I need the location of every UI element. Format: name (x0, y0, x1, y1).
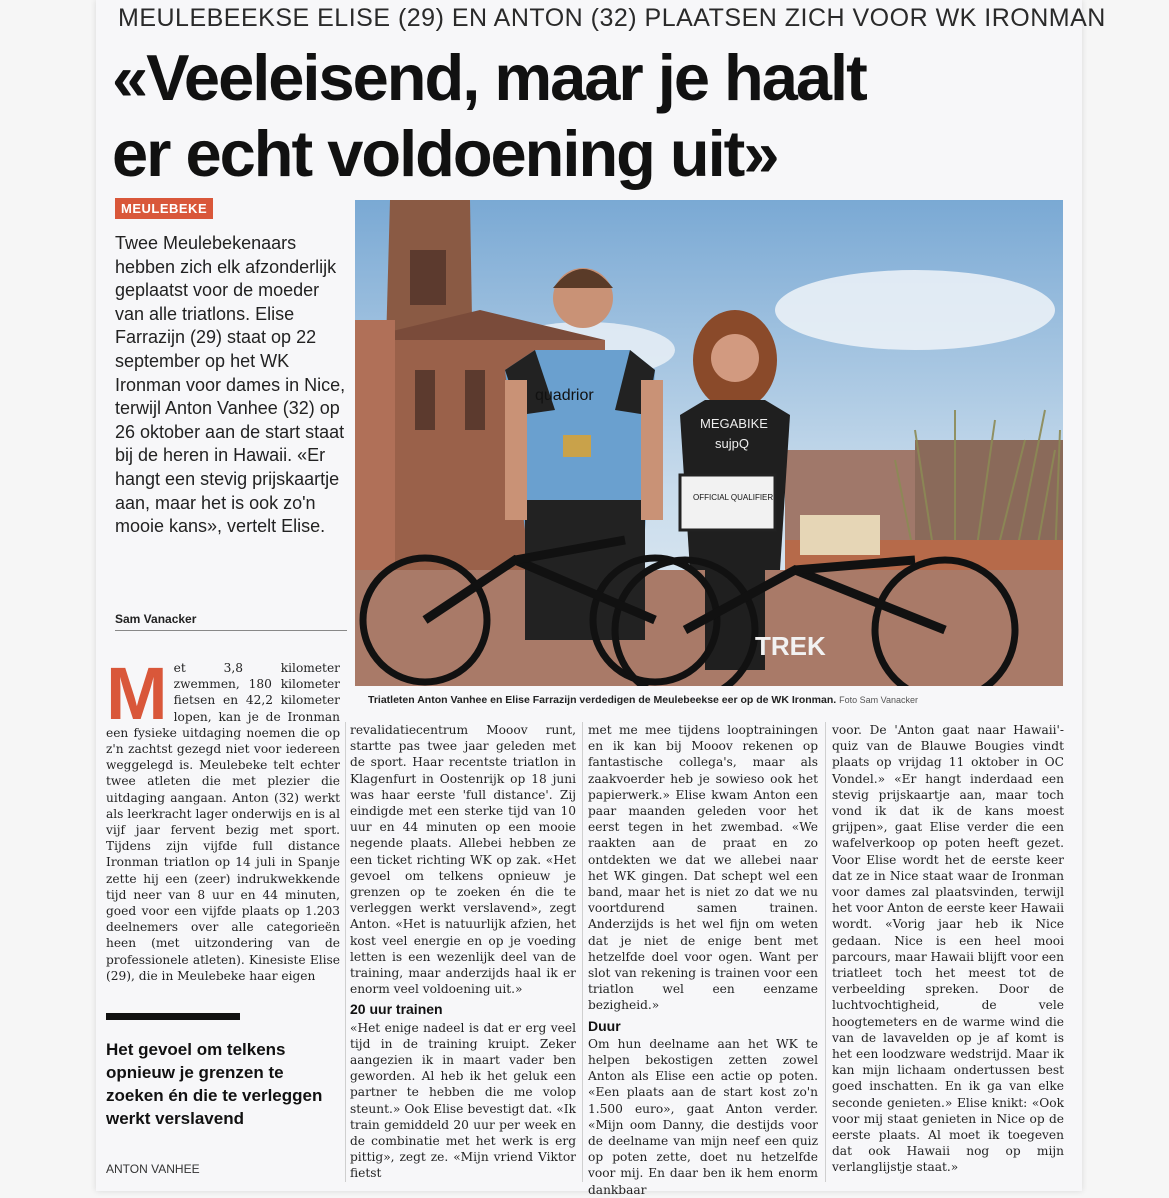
photo-credit: Foto Sam Vanacker (839, 695, 918, 705)
pullquote-author: ANTON VANHEE (106, 1162, 200, 1176)
body-paragraph: revalidatiecentrum Mooov runt, startte pas twee jaar geleden met de sport. Haar recentste triatlon in Klagenfurt in Oostenrijk op 18 juni was haar eerste 'full distance'. Zij eindigde met een sterke tijd van 10 uur en 44 minuten op een mooie negende plaats. Allebei hebben ze een ticket richting WK op zak. «Het gevoel om telkens opnieuw je grenzen op te zoeken én die te verleggen werkt verslavend», zegt Anton. «Het is natuurlijk afzien, het kost veel energie en op je voeding letten is een wezenlijk deel van de training, maar anderzijds haal ik er enorm veel voldoening uit.» (350, 723, 576, 997)
pullquote: Het gevoel om telkens opnieuw je grenzen te zoeken én die te verleggen werkt verslavend (106, 1040, 323, 1128)
body-column-1 (106, 652, 340, 984)
body-paragraph: voor. De 'Anton gaat naar Hawaii'-quiz van de Blauwe Bougies vindt plaats op vrijdag 11 oktober in OC Vondel.» «Er hangt inderdaad een stevig prijskaartje aan, maar toch vond ik dat ik de kans moest grijpen», gaat Elise verder die een wafelverkoop op poten heeft gezet. Voor Elise wordt het de eerste keer dat ze in Nice staat waar de Ironman voor dames zal plaatsvinden, terwijl het voor Anton de eerste keer Hawaii wordt. «Vorig jaar heb ik Nice gedaan. Nice is een heel mooi parcours, maar Hawaii blijft voor een triatleet toch het meest tot de verbeelding spreken. Door de luchtvochtigheid, de vele hoogtemeters en de warme wind die van de lavavelden op je af komt is het een loodzware wedstrijd. Maar ik kan mijn lichaam ondertussen best goed inschatten. En ik ga van elke seconde genieten.» Elise knikt: «Ook voor mij staat genieten in Nice op de eerste plaats. Al moet ik toegeven dat ook Hawaii nog op mijn verlanglijstje staat.» (832, 723, 1064, 1175)
certificate-text: OFFICIAL QUALIFIER (693, 493, 774, 502)
body-paragraph: «Het enige nadeel is dat er erg veel tijd in de training kruipt. Zeker aangezien ik in maart vader ben geworden. Al heb ik het geluk een partner te hebben die me volop steunt.» Ook Elise bevestigt dat. «Ik train gemiddeld 20 uur per week en de combinatie met het werk is erg pittig», zegt ze. «Mijn vriend Viktor fietst (350, 1020, 576, 1181)
article-kicker: MEULEBEEKSE ELISE (29) EN ANTON (32) PLAATSEN ZICH VOOR WK IRONMAN (118, 4, 1106, 32)
body-paragraph: et 3,8 kilometer zwemmen, 180 kilometer fietsen en 42,2 kilometer lopen, kan je de Ironman een fysieke uitdaging noemen die op z'n zachtst gezegd niet voor iedereen weggelegd is. Meulebeke telt echter twee atleten die met plezier die uitdaging aangaan. Anton (32) werkt als leerkracht lager onderwijs en is al vijf jaar fervent bezig met sport. Tijdens zijn vijfde full distance Ironman triatlon op 14 juli in Spanje zette hij een (zeer) indrukwekkende tijd neer van 8 uur en 44 minuten, goed voor een vijfde plaats op 1.203 deelnemers over alle categorieën heen (met uitzondering van de professionele atleten). Kinesiste Elise (29), die in Meulebeke haar eigen (106, 661, 340, 983)
article-intro: Twee Meulebekenaars hebben zich elk afzonderlijk geplaatst voor de moeder van alle triatlons. Elise Farrazijn (29) staat op 22 september op het WK Ironman voor dames in Nice, terwijl Anton Vanhee (32) op 26 oktober aan de start staat bij de heren in Hawaii. «Er hangt een stevig prijskaartje aan, maar het is ook zo'n mooie kans», vertelt Elise. (115, 233, 346, 537)
pullquote-bar (106, 1013, 240, 1020)
author-divider (115, 630, 347, 631)
column-rule (345, 722, 346, 1182)
article-headline (112, 40, 1072, 192)
headline-line-2: er echt voldoening uit» (112, 117, 778, 190)
article-author: Sam Vanacker (115, 612, 197, 626)
shirt-text-elise: MEGABIKE (700, 416, 768, 431)
article-photo (355, 200, 1063, 686)
subhead-training: 20 uur trainen (350, 1001, 443, 1018)
location-tag: MEULEBEKE (115, 198, 213, 219)
headline-line-1: «Veeleisend, maar je haalt (112, 41, 866, 114)
body-paragraph: Om hun deelname aan het WK te helpen bekostigen zetten zowel Anton als Elise een actie op poten. «Een plaats aan de start kost zo'n 1.500 euro», gaat Anton verder. «Mijn oom Danny, die destijds voor de deelname van mijn neef een quiz op poten zette, doet nu hetzelfde voor mij. En daar ben ik hem enorm dankbaar (588, 1036, 818, 1197)
shirt-text-anton: quadrior (535, 387, 594, 404)
body-column-4 (832, 722, 1064, 1176)
drop-cap: M (106, 652, 168, 735)
photo-caption (368, 694, 1068, 706)
body-column-2 (350, 722, 576, 1182)
body-column-3 (588, 722, 818, 1198)
caption-text: Triatleten Anton Vanhee en Elise Farrazijn verdedigen de Meulebeekse eer op de WK Ironman. (368, 694, 837, 706)
column-rule (582, 722, 583, 1182)
shirt-text-elise-2: sujpQ (715, 436, 749, 451)
body-paragraph: met me mee tijdens looptrainingen en ik kan bij Mooov rekenen op fantastische collega's, maar als zaakvoerder heb je sowieso ook het papierwerk.» Elise kwam Anton een paar maanden geleden voor het eerst tegen in het zwembad. «We raakten aan de praat en zo ontdekten we dat we allebei naar het WK gingen. Dat schept wel een band, maar het is niet zo dat we nu voortdurend samen trainen. Anderzijds is het wel fijn om weten dat je niet de enige bent met hetzelfde doel voor ogen. Want per slot van rekening is trainen voor een triatlon wel een eenzame bezigheid.» (588, 723, 818, 1013)
column-rule (825, 722, 826, 1182)
bike-brand: TREK (755, 631, 826, 661)
photo-illustration (355, 200, 1063, 686)
subhead-duur: Duur (588, 1017, 621, 1034)
